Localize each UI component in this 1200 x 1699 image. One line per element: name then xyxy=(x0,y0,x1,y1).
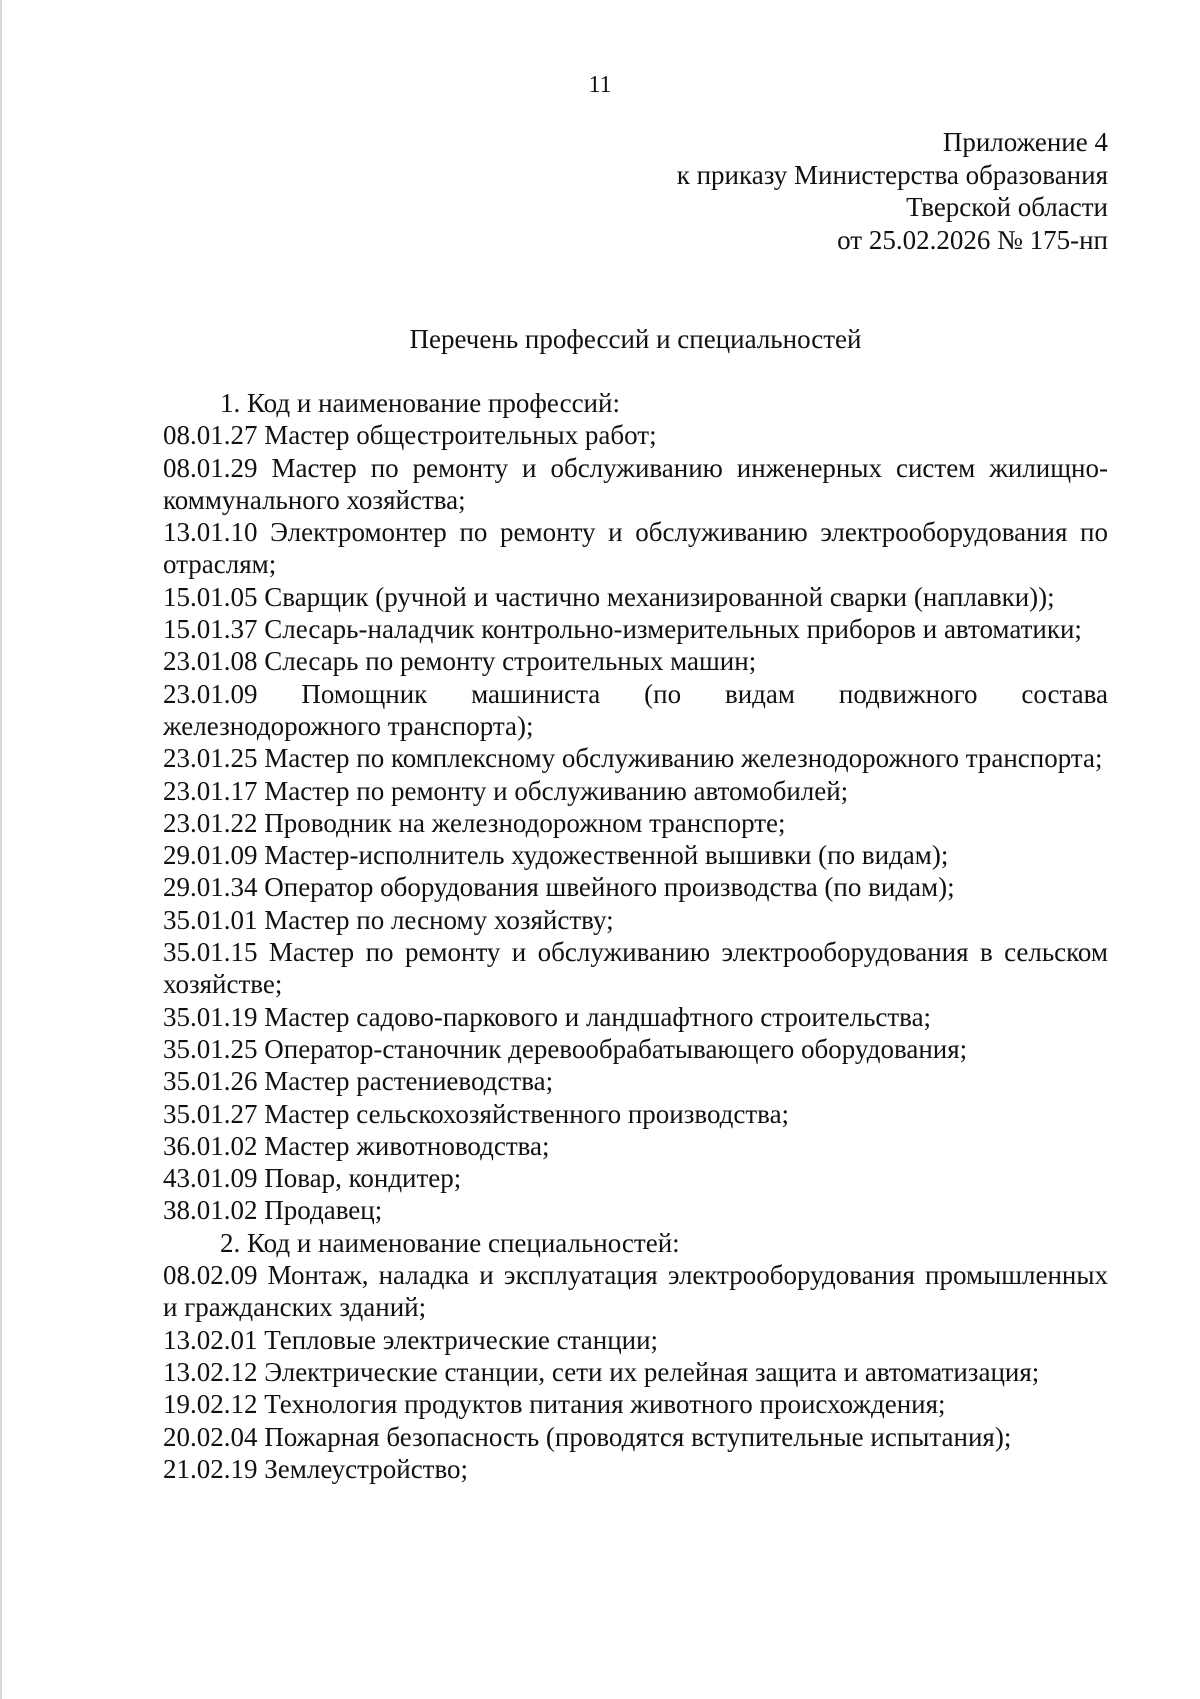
list-item: 35.01.25 Оператор-станочник деревообрабатывающего оборудования; xyxy=(163,1033,968,1064)
list-item: 23.01.17 Мастер по ремонту и обслуживанию автомобилей; xyxy=(163,775,849,806)
list-item: 35.01.01 Мастер по лесному хозяйству; xyxy=(163,904,614,935)
list-item: 43.01.09 Повар, кондитер; xyxy=(163,1163,462,1194)
professions-list xyxy=(163,419,1108,1226)
list-item: 08.02.09 Монтаж, наладка и эксплуатация электрооборудования промышленных и гражданских зданий; xyxy=(163,1260,1108,1323)
list-item: 35.01.26 Мастер растениеводства; xyxy=(163,1066,554,1097)
section-specialties xyxy=(163,1227,1108,1485)
list-item: 13.02.12 Электрические станции, сети их релейная защита и автоматизация; xyxy=(163,1356,1040,1387)
list-item: 15.01.05 Сварщик (ручной и частично механизированной сварки (наплавки)); xyxy=(163,581,1055,612)
section-heading: 2. Код и наименование специальностей: xyxy=(220,1227,680,1258)
list-item: 23.01.08 Слесарь по ремонту строительных машин; xyxy=(163,646,757,677)
appendix-block xyxy=(677,126,1108,256)
list-item: 36.01.02 Мастер животноводства; xyxy=(163,1130,550,1161)
document-title: Перечень профессий и специальностей xyxy=(409,324,862,354)
list-item: 23.01.09 Помощник машиниста (по видам подвижного состава железнодорожного транспорта); xyxy=(163,678,1108,741)
list-item: 21.02.19 Землеустройство; xyxy=(163,1453,469,1484)
document-body xyxy=(163,387,1108,1485)
page-number: 11 xyxy=(588,72,612,98)
list-item: 13.02.01 Тепловые электрические станции; xyxy=(163,1324,659,1355)
list-item: 15.01.37 Слесарь-наладчик контрольно-измерительных приборов и автоматики; xyxy=(163,614,1082,645)
appendix-line-3: Тверской области xyxy=(906,192,1108,222)
appendix-line-4: от 25.02.2026 № 175-нп xyxy=(837,224,1108,255)
appendix-line-1: Приложение 4 xyxy=(942,127,1108,157)
list-item: 08.01.29 Мастер по ремонту и обслуживанию инженерных систем жилищно-коммунального хозяйства; xyxy=(163,452,1108,515)
list-item: 13.01.10 Электромонтер по ремонту и обслуживанию электрооборудования по отраслям; xyxy=(163,517,1108,580)
section-professions xyxy=(163,387,1108,1227)
list-item: 29.01.09 Мастер-исполнитель художественной вышивки (по видам); xyxy=(163,840,949,871)
scan-edge xyxy=(0,0,2,1699)
list-item: 35.01.19 Мастер садово-паркового и ландшафтного строительства; xyxy=(163,1001,932,1032)
list-item: 29.01.34 Оператор оборудования швейного производства (по видам); xyxy=(163,872,955,903)
list-item: 20.02.04 Пожарная безопасность (проводятся вступительные испытания); xyxy=(163,1421,1012,1452)
appendix-line-2: к приказу Министерства образования xyxy=(676,159,1108,190)
list-item: 38.01.02 Продавец; xyxy=(163,1195,383,1226)
specialties-list xyxy=(163,1259,1108,1485)
list-item: 23.01.22 Проводник на железнодорожном транспорте; xyxy=(163,807,786,838)
list-item: 08.01.27 Мастер общестроительных работ; xyxy=(163,420,657,451)
list-item: 35.01.15 Мастер по ремонту и обслуживанию электрооборудования в сельском хозяйстве; xyxy=(163,937,1108,1000)
list-item: 19.02.12 Технология продуктов питания животного происхождения; xyxy=(163,1389,946,1420)
list-item: 23.01.25 Мастер по комплексному обслуживанию железнодорожного транспорта; xyxy=(163,743,1103,774)
section-heading: 1. Код и наименование профессий: xyxy=(220,388,620,418)
list-item: 35.01.27 Мастер сельскохозяйственного производства; xyxy=(163,1098,790,1129)
